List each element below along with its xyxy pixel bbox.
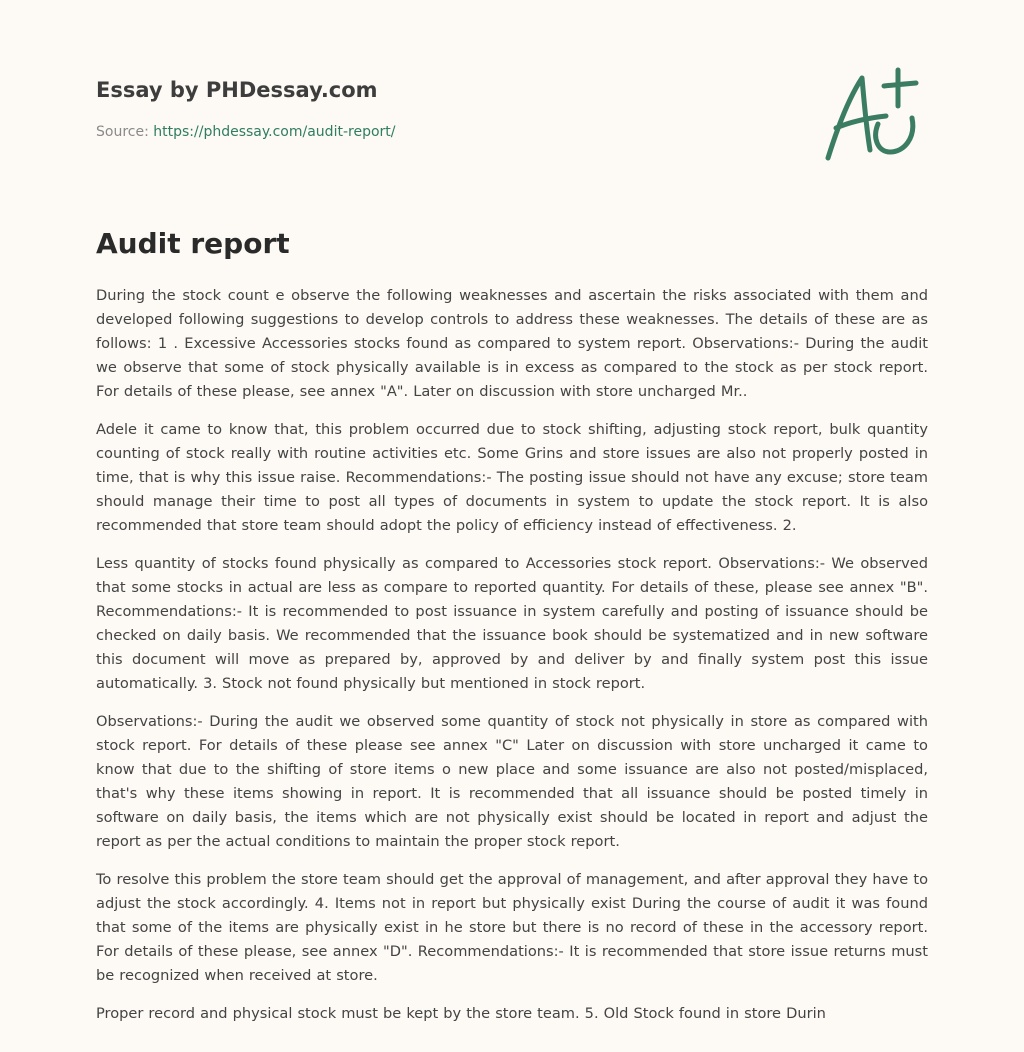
essay-paragraph: Less quantity of stocks found physically as compared to Accessories stock report. Observations:- We observed that some stocks in actual are less as compare to reported quantity. For details of these, please see annex "B". Recommendations:- It is recommended to post issuance in system carefully and posting of issuance should be checked on daily basis. We recommended that the issuance book should be systematized and in new software this document will move as prepared by, approved by and deliver by and finally system post this issue automatically. 3. Stock not found physically but mentioned in stock report. [96,555,928,692]
essay-body [96,284,928,1040]
essay-paragraph: During the stock count e observe the following weaknesses and ascertain the risks associated with them and developed following suggestions to develop controls to address these weaknesses. The details of these are as follows: 1 . Excessive Accessories stocks found as compared to system report. Observations:- During the audit we observe that some of stock physically available is in excess as compared to the stock as per stock report. For details of these please, see annex "A". Later on discussion with store uncharged Mr.. [96,287,928,400]
source-line [96,122,696,142]
source-label: Source: [96,124,154,140]
source-link[interactable]: https://phdessay.com/audit-report/ [153,124,396,140]
essay-paragraph: Adele it came to know that, this problem occurred due to stock shifting, adjusting stock report, bulk quantity counting of stock really with routine activities etc. Some Grins and store issues are also not properly posted in time, that is why this issue raise. Recommendations:- The posting issue should not have any excuse; store team should manage their time to post all types of documents in system to update the stock report. It is also recommended that store team should adopt the policy of efficiency instead of effectiveness. 2. [96,421,928,534]
a-plus-logo-icon [820,66,930,166]
a-plus-logo-graphic [820,66,930,166]
site-title: Essay by PHDessay.com [96,78,378,102]
essay-paragraph: To resolve this problem the store team should get the approval of management, and after approval they have to adjust the stock accordingly. 4. Items not in report but physically exist During the course of audit it was found that some of the items are physically exist in he store but there is no record of these in the accessory report. For details of these please, see annex "D". Recommendations:- It is recommended that store issue returns must be recognized when received at store. [96,871,928,984]
site-header [96,74,696,142]
document-title: Audit report [96,227,290,260]
essay-paragraph: Proper record and physical stock must be kept by the store team. 5. Old Stock found in store Durin [96,1005,826,1022]
essay-paragraph: Observations:- During the audit we observed some quantity of stock not physically in store as compared with stock report. For details of these please see annex "C" Later on discussion with store uncharged it came to know that due to the shifting of store items o new place and some issuance are also not posted/misplaced, that's why these items showing in report. It is recommended that all issuance should be posted timely in software on daily basis, the items which are not physically exist should be located in report and adjust the report as per the actual conditions to maintain the proper stock report. [96,713,928,850]
